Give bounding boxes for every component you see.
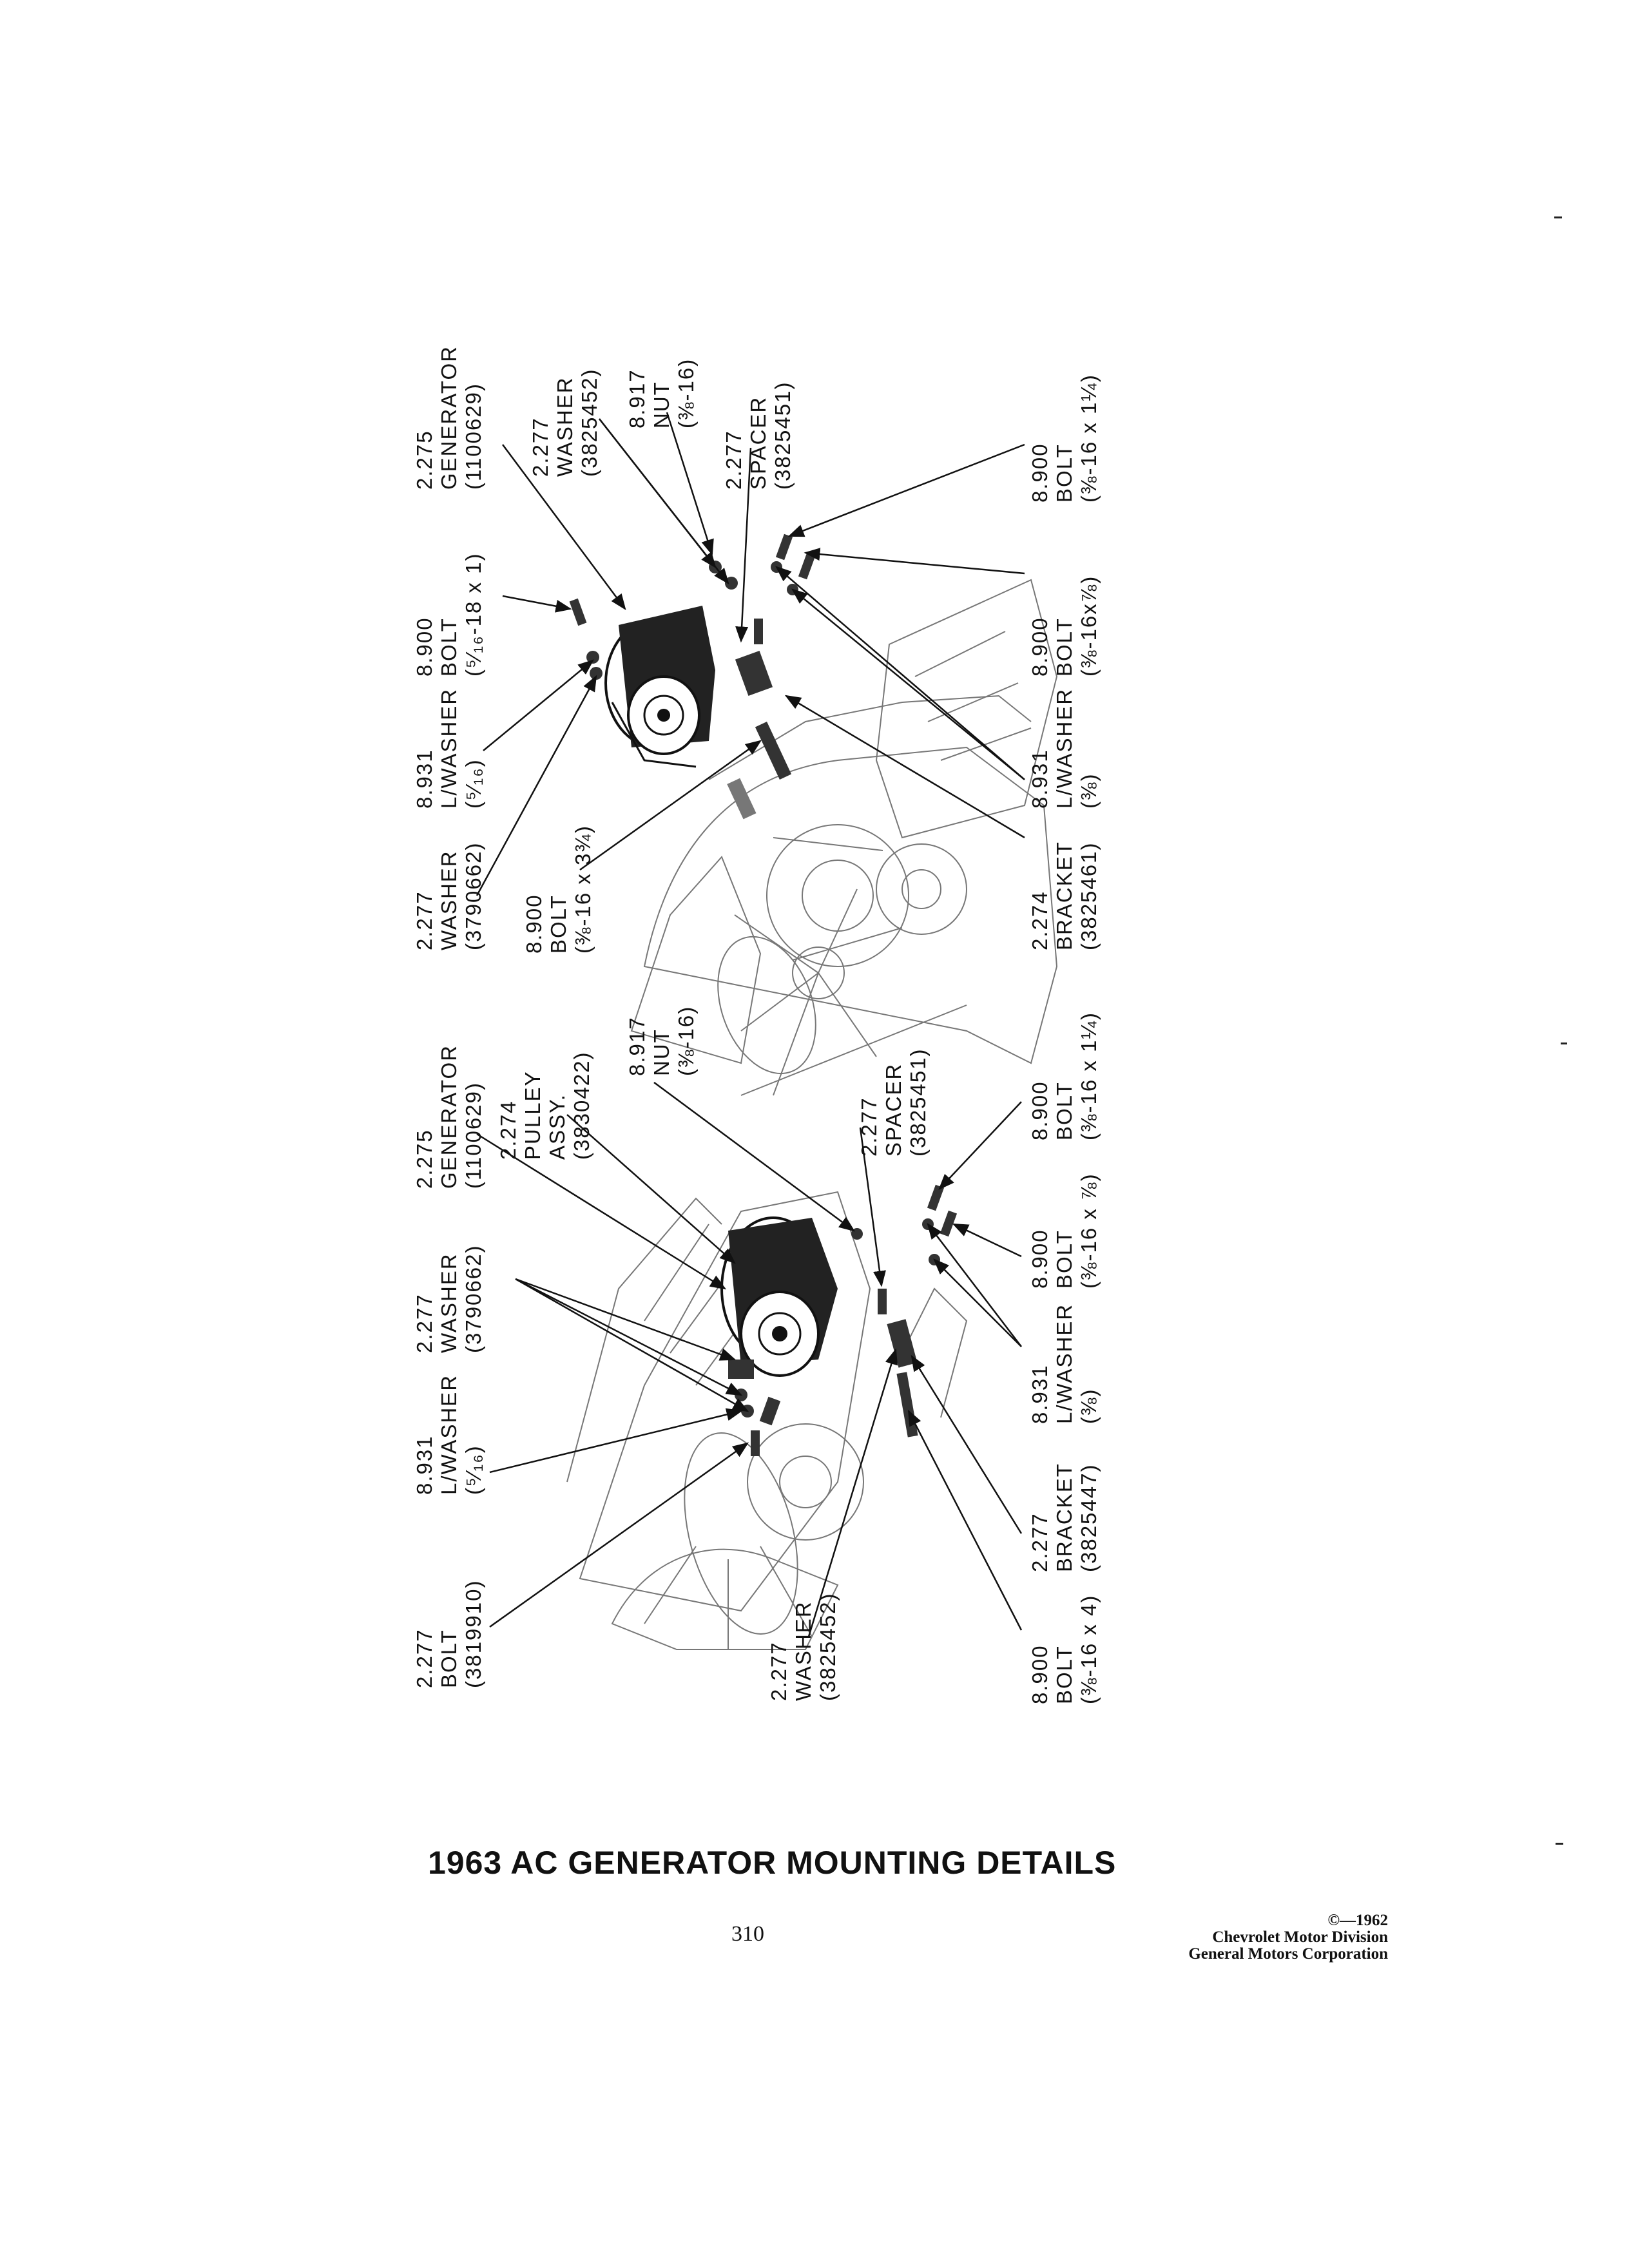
label-line: 2.277 [412,1293,436,1353]
label-lower-bolt-4 [1028,1595,1101,1704]
label-upper-lwasher-5-16 [412,688,486,809]
copyright-line1: Chevrolet Motor Division [1212,1928,1388,1946]
label-line: 2.274 [1028,890,1052,950]
label-line: GENERATOR [437,1044,461,1189]
label-line: (3819910) [461,1579,485,1688]
label-line: (⁵⁄₁₆) [461,1445,485,1495]
label-line: BRACKET [1052,841,1076,950]
label-line: 8.931 [1028,1364,1052,1424]
label-line: (⅜-16x⅞) [1077,575,1101,677]
label-line: 2.275 [412,1129,436,1189]
label-line: (⅜-16 x 3¾) [571,825,595,954]
label-line: (3825447) [1077,1463,1101,1572]
label-upper-bolt-5-16 [412,553,486,677]
label-line: (⅜-16 x 1¼) [1077,1012,1101,1140]
label-line: (3825461) [1077,841,1101,950]
label-lower-lwasher-3-8 [1028,1303,1101,1424]
label-line: WASHER [437,1253,461,1353]
label-line: WASHER [553,376,577,477]
label-upper-generator [412,345,486,490]
label-line: (⅜) [1077,1388,1101,1424]
label-upper-spacer [722,381,795,490]
label-lower-washer-3790662 [412,1245,486,1353]
label-line: 8.917 [625,369,649,428]
label-line: 8.900 [1028,1229,1052,1289]
label-line: (3825452) [577,368,601,477]
label-line: WASHER [791,1600,815,1701]
label-lower-nut [625,1006,699,1076]
label-line: 2.277 [412,1628,436,1688]
label-line: L/WASHER [1052,687,1076,809]
copyright-line2: General Motors Corporation [1188,1945,1388,1963]
copyright-block [1188,1912,1388,1963]
label-line: SPACER [746,396,770,490]
label-line: 2.277 [767,1641,791,1701]
label-lower-spacer [857,1048,930,1157]
label-lower-generator [412,1044,486,1189]
label-line: L/WASHER [437,687,461,809]
label-line: 2.277 [528,417,552,477]
label-line: (⅜-16 x ⅞) [1077,1173,1101,1289]
label-line: 8.900 [1028,443,1052,503]
copyright-year: ©—1962 [1327,1912,1388,1929]
page-title: 1963 AC GENERATOR MOUNTING DETAILS [428,1845,1117,1881]
scan-mark [1556,1843,1563,1845]
label-line: (1100629) [461,382,485,490]
scan-mark [1554,216,1562,218]
label-lower-bracket [1028,1463,1101,1572]
label-lower-washer-3825452 [767,1593,840,1701]
label-line: BOLT [1052,1229,1076,1289]
label-line: BOLT [1052,617,1076,677]
label-line: 2.274 [496,1100,520,1160]
label-line: 8.900 [1028,1644,1052,1704]
label-line: (3825451) [906,1048,930,1157]
label-line: BOLT [1052,1081,1076,1140]
label-upper-washer-3790662 [412,842,486,950]
label-line: 8.900 [1028,1081,1052,1140]
label-upper-lwasher-3-8 [1028,688,1101,809]
label-line: BOLT [546,894,570,954]
label-line: BRACKET [1052,1463,1076,1572]
label-upper-nut [625,358,699,428]
label-upper-bolt-3-4 [522,825,595,954]
lower-generator-drawing [722,1185,957,1456]
label-line: GENERATOR [437,345,461,490]
label-line: (⅜-16 x 4) [1077,1594,1101,1704]
label-line: (⅜-16 x 1¼) [1077,374,1101,503]
label-line: 8.931 [412,749,436,809]
label-line: NUT [650,1028,673,1076]
label-line: (⁵⁄₁₆) [461,758,485,809]
label-lower-bolt-1-1-4 [1028,1012,1101,1140]
label-line: 2.277 [1028,1512,1052,1572]
label-line: 2.277 [722,430,746,490]
upper-generator-drawing [570,534,815,820]
label-line: (3825452) [816,1592,840,1701]
label-lower-bolt-7-8 [1028,1173,1101,1289]
label-line: (⅜-16) [674,358,698,428]
page-number: 310 [731,1922,764,1946]
label-lower-lwasher-5-16 [412,1374,486,1495]
label-line: BOLT [1052,443,1076,503]
label-line: PULLEY [521,1070,545,1160]
label-line: ASSY. [545,1093,569,1160]
label-line: 2.275 [412,430,436,490]
scan-mark [1561,1043,1567,1044]
label-line: (⅜) [1077,773,1101,809]
label-line: WASHER [437,850,461,950]
label-line: L/WASHER [437,1374,461,1495]
label-line: (3790662) [461,1244,485,1353]
label-line: 2.277 [412,890,436,950]
label-line: BOLT [437,617,461,677]
label-line: BOLT [1052,1645,1076,1704]
label-line: NUT [650,381,673,428]
label-line: L/WASHER [1052,1303,1076,1424]
label-line: (⁵⁄₁₆-18 x 1) [461,552,485,677]
label-line: (3790662) [461,841,485,950]
label-upper-bolt-1-1-4 [1028,374,1101,503]
label-lower-bolt-3819910 [412,1580,486,1688]
label-line: 8.900 [412,617,436,677]
label-line: 8.931 [412,1435,436,1495]
label-line: (1100629) [461,1081,485,1189]
label-line: (3825451) [771,381,795,490]
label-line: 8.931 [1028,749,1052,809]
label-lower-pulley [496,1052,594,1160]
label-line: 8.900 [1028,617,1052,677]
label-line: (⅜-16) [674,1005,698,1076]
label-line: 8.917 [625,1016,649,1076]
label-line: SPACER [882,1062,905,1157]
label-upper-bracket [1028,841,1101,950]
label-upper-bolt-7-8 [1028,575,1101,677]
label-upper-washer-3825452 [528,369,602,477]
label-line: 2.277 [857,1097,881,1157]
label-line: BOLT [437,1629,461,1688]
label-line: 8.900 [522,894,546,954]
label-line: (3830422) [570,1051,593,1160]
